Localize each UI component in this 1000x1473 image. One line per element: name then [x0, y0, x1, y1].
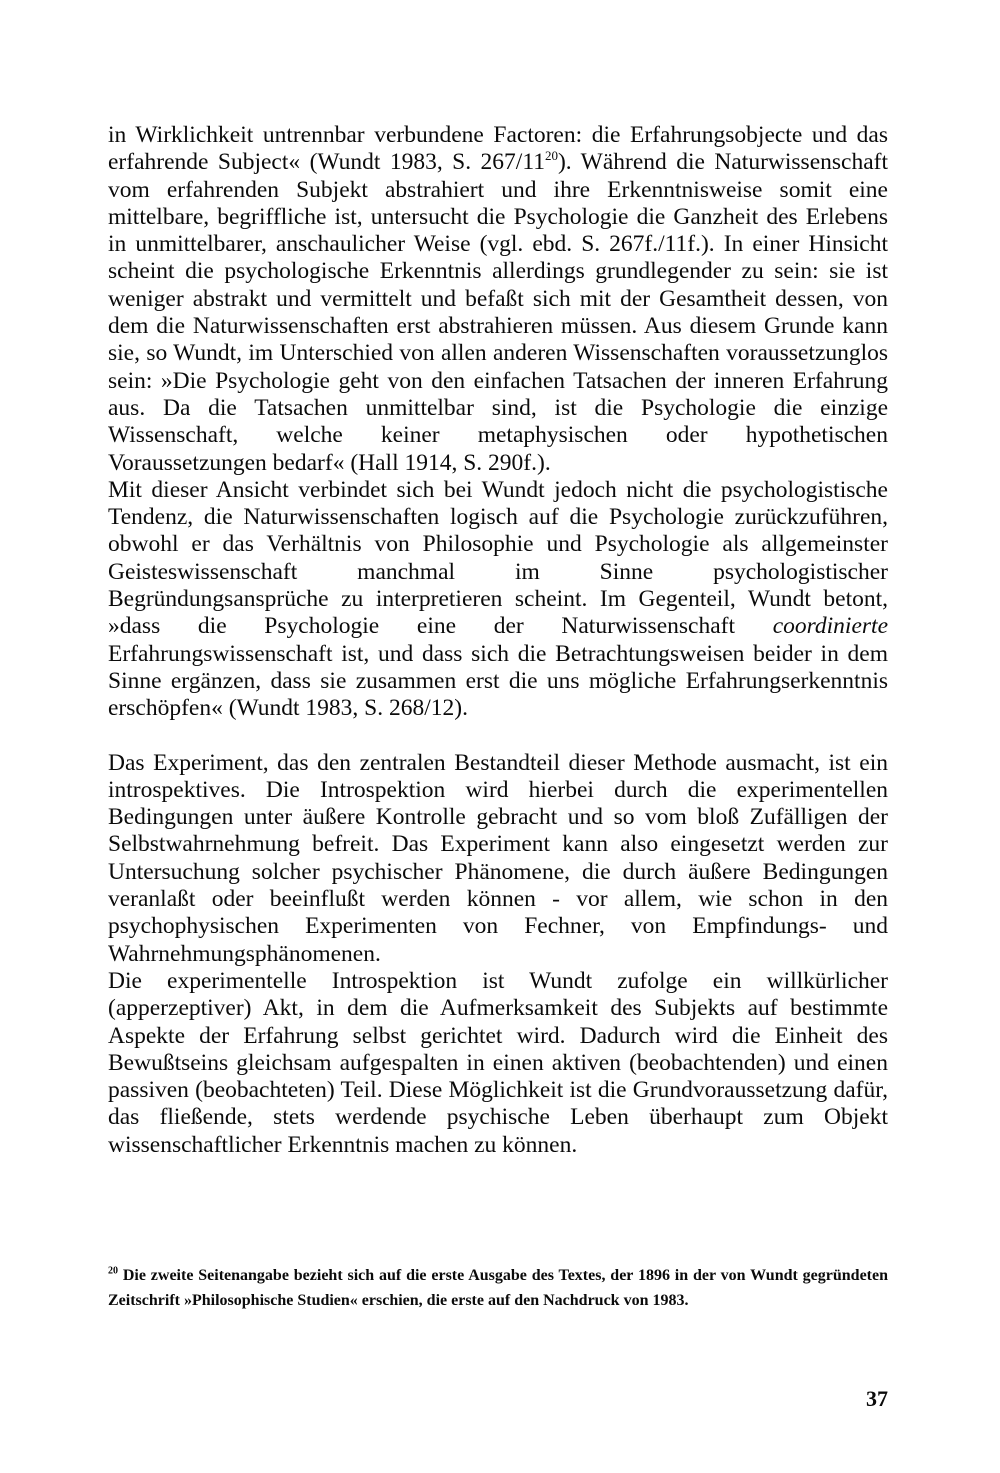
- footnote-marker: 20: [108, 1265, 118, 1277]
- paragraph-4: Die experimentelle Introspektion ist Wundt zufolge ein willkürlicher (apperzeptiver) Akt, in dem die Aufmerksamkeit des Subjekts auf bestimmte Aspekte der Erfahrung selbst gerichtet wird. Dadurch wird die Einheit des Bewußtseins gleichsam aufgespalten in einen aktiven (beobachtenden) und einen passiven (beobachteten) Teil. Diese Möglichkeit ist die Grundvoraussetzung dafür, das fließende, stets werdende psychische Leben überhaupt zum Objekt wissenschaftlicher Erkenntnis machen zu können.: [108, 967, 888, 1158]
- paragraph-1: [108, 122, 888, 477]
- paragraph-2-italic-term: coordinierte: [772, 613, 888, 640]
- paragraph-2: [108, 477, 888, 723]
- paragraph-3: Das Experiment, das den zentralen Bestandteil dieser Methode ausmacht, ist ein introspektives. Die Introspektion wird hierbei durch die experimentellen Bedingungen unter äußere Kontrolle gebracht und so vom bloß Zufälligen der Selbstwahrnehmung befreit. Das Experiment kann also eingesetzt werden zur Untersuchung solcher psychischer Phänomene, die durch äußere Bedingungen veranlaßt oder beeinflußt werden können - vor allem, wie schon in den psychophysischen Experimenten von Fechner, von Empfindungs- und Wahrnehmungsphänomenen.: [108, 749, 888, 967]
- footnote: [108, 1263, 888, 1313]
- page-number: 37: [866, 1386, 888, 1411]
- body-text: [108, 122, 888, 1159]
- paragraph-1-text-b: ). Während die Naturwissenschaft vom erfahrenden Subjekt abstrahiert und ihre Erkenntnisweise somit eine mittelbare, begriffliche ist, untersucht die Psychologie die Ganzheit des Erlebens in unmittelbarer, anschaulicher Weise (vgl. ebd. S. 267f./11f.). In einer Hinsicht scheint die psychologische Erkenntnis allerdings grundlegender zu sein: sie ist weniger abstrakt und vermittelt und befaßt sich mit der Gesamtheit dessen, von dem die Naturwissenschaften erst abstrahieren müssen. Aus diesem Grunde kann sie, so Wundt, im Unterschied von allen anderen Wissenschaften voraussetzunglos sein: »Die Psychologie geht von den einfachen Tatsachen der inneren Erfahrung aus. Da die Tatsachen unmittelbar sind, ist die Psychologie die einzige Wissenschaft, welche keiner metaphysischen oder hypothetischen Voraussetzungen bedarf« (Hall 1914, S. 290f.).: [108, 149, 888, 476]
- paragraph-2-text-b: Erfahrungswissenschaft ist, und dass sich die Betrachtungsweisen beider in dem Sinne ergänzen, dass sie zusammen erst die uns mögliche Erfahrungserkenntnis erschöpfen« (Wundt 1983, S. 268/12).: [108, 640, 888, 722]
- footnote-text: Die zweite Seitenangabe bezieht sich auf die erste Ausgabe des Textes, der 1896 in der von Wundt gegründeten Zeitschrift »Philosophische Studien« erschien, die erste auf den Nachdruck von 1983.: [108, 1267, 888, 1309]
- paragraph-2-text-a: Mit dieser Ansicht verbindet sich bei Wundt jedoch nicht die psychologistische Tendenz, die Naturwissenschaften logisch auf die Psychologie zurückzuführen, obwohl er das Verhältnis von Philosophie und Psychologie als allgemeinster Geisteswissenschaft manchmal im Sinne psychologistischer Begründungsansprüche zu interpretieren scheint. Im Gegenteil, Wundt betont, »dass die Psychologie eine der Naturwissenschaft: [108, 476, 888, 640]
- footnote-reference: 20: [544, 148, 558, 164]
- paragraph-1-text-a: in Wirklichkeit untrennbar verbundene Factoren: die Erfahrungsobjecte und das erfahrende Subject« (Wundt 1983, S. 267/11: [108, 122, 888, 176]
